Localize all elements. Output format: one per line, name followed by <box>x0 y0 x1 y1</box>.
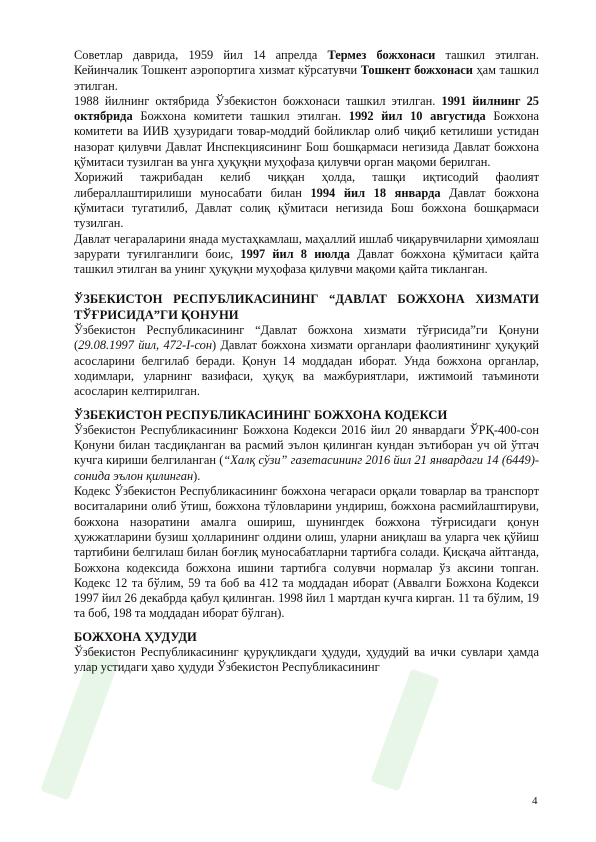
text-run: Ўзбекистон Республикасининг “Давлат божхона хизмати тўғрисида”ги Қонуни ( <box>74 323 539 353</box>
intro-paragraphs <box>74 48 539 277</box>
text-run: ташкил этилган. Кейинчалик Тошкент аэропортига хизмат кўрсатувчи <box>74 48 539 78</box>
page-number: 4 <box>532 795 538 807</box>
document-page <box>74 48 539 676</box>
text-run: Давлат чегараларини янада мустаҳкамлаш, маҳаллий ишлаб чиқарувчиларни ҳимоялаш зарурати туғилганлиги боис, <box>74 231 539 261</box>
text-run: ) Давлат божхона хизмати органлари фаолиятининг ҳуқуқий асосларини белгилаб беради. Қонун 14 моддадан иборат. Унда божхона органлар, ходимлари, уларнинг вазифаси, ҳуқуқ ва мажбуриятлари, ижтимоий таъминоти асосларин келтирилган. <box>74 338 539 399</box>
text-run: Кодекс Ўзбекистон Республикасининг божхона чегараси орқали товарлар ва транспорт воситаларини олиб ўтиш, божхона тўловларини ундириш, божхона расмийлаштируви, божхона назоратини амалга ошириш, шунингдек божхона тўғрисидаги қонун ҳужжатларини бузиш ҳолларининг олдини олиш, уларни аниқлаш ва уларга чек қўйиш тартибини белгилаш билан боғлиқ муносабатларни тартибга солади. Қисқача айтганда, Божхона кодексида божхона ишини тартибга солувчи нормалар ўз аксини топган. Кодекс 12 та бўлим, 59 та боб ва 412 та моддадан иборат (Аввалги Божхона Кодекси 1997 йил 26 декабрда қабул қилинган. 1998 йил 1 мартдан кучга кирган. 11 та бўлим, 19 та боб, 198 та моддадан иборат бўлган). <box>74 484 539 621</box>
section-code-paragraphs <box>74 423 539 622</box>
bold-text: 1991 йилнинг 25 октябрида <box>74 93 539 124</box>
text-run: Давлат божхона қўмитаси тугатилиб, Давлат солиқ қўмитаси негизида Бош божхона бошқармаси тузилган. <box>74 185 539 231</box>
text-run: Хорижий тажрибадан келиб чиққан ҳолда, ташқи иқтисодий фаолият либераллаштирилиши муносабати билан <box>74 170 539 200</box>
italic-text: “Халқ сўзи” газетасининг 2016 йил 21 январдаги 14 (6449)-сонида эълон қилинган <box>74 453 539 483</box>
bold-text: 1992 йил 10 августида <box>348 109 486 124</box>
paragraph <box>74 423 539 484</box>
section-heading-code: ЎЗБЕКИСТОН РЕСПУБЛИКАСИНИНГ БОЖХОНА КОДЕКСИ <box>74 407 448 422</box>
section-heading-law: ЎЗБЕКИСТОН РЕСПУБЛИКАСИНИНГ “ДАВЛАТ БОЖХОНА ХИЗМАТИ ТЎҒРИСИДА”ГИ ҚОНУНИ <box>74 292 539 322</box>
italic-text: 29.08.1997 йил, 472-I-сон <box>78 338 212 353</box>
paragraph <box>74 232 539 278</box>
paragraph <box>74 94 539 170</box>
text-run: ҳам ташкил этилган. <box>74 63 539 93</box>
paragraph <box>74 484 539 622</box>
text-run: ). <box>193 468 201 483</box>
section-heading-territory: БОЖХОНА ҲУДУДИ <box>74 629 197 644</box>
paragraph <box>74 170 539 231</box>
text-run: Советлар даврида, 1959 йил 14 апрелда <box>74 48 328 62</box>
bold-text: 1994 йил 18 январда <box>310 185 441 200</box>
section-territory-paragraph <box>74 645 539 676</box>
text-run: Божхона комитети ташкил этилган. <box>132 109 349 124</box>
text-run: Божхона комитети ва ИИВ ҳузуридаги товар-моддий бойликлар олиб чиқиб кетилиши устидан назорат қилувчи Давлат Инспекциясининг Бош бошқармаси негизида Давлат божхона қўмитаси тузилган ва унга ҳуқуқни муҳофаза қилувчи орган мақоми берилган. <box>74 109 539 170</box>
watermark-logo-2 <box>360 660 450 810</box>
section-law-paragraph <box>74 323 539 399</box>
bold-text: Термез божхонаси <box>327 48 436 62</box>
bold-text: 1997 йил 8 июлда <box>240 246 350 261</box>
text-run: Давлат божхона қўмитаси қайта ташкил этилган ва унинг ҳуқуқни муҳофаза қилувчи мақоми қайта тикланган. <box>74 246 539 277</box>
text-run: Ўзбекистон Республикасининг қуруқликдаги ҳудуди, ҳудудий ва ички сувлари ҳамда улар устидаги ҳаво ҳудуди Ўзбекистон Республикасининг <box>74 644 539 675</box>
bold-text: Тошкент божхонаси <box>360 63 473 78</box>
paragraph <box>74 48 539 94</box>
text-run: 1988 йилнинг октябрида Ўзбекистон божхонаси ташкил этилган. <box>74 93 442 108</box>
text-run: Ўзбекистон Республикасининг Божхона Кодекси 2016 йил 20 январдаги ЎРҚ-400-сон Қонуни билан тасдиқланган ва расмий эълон қилинган кундан эътиборан уч ой ўтгач кучга кириши белгиланган ( <box>74 422 539 468</box>
